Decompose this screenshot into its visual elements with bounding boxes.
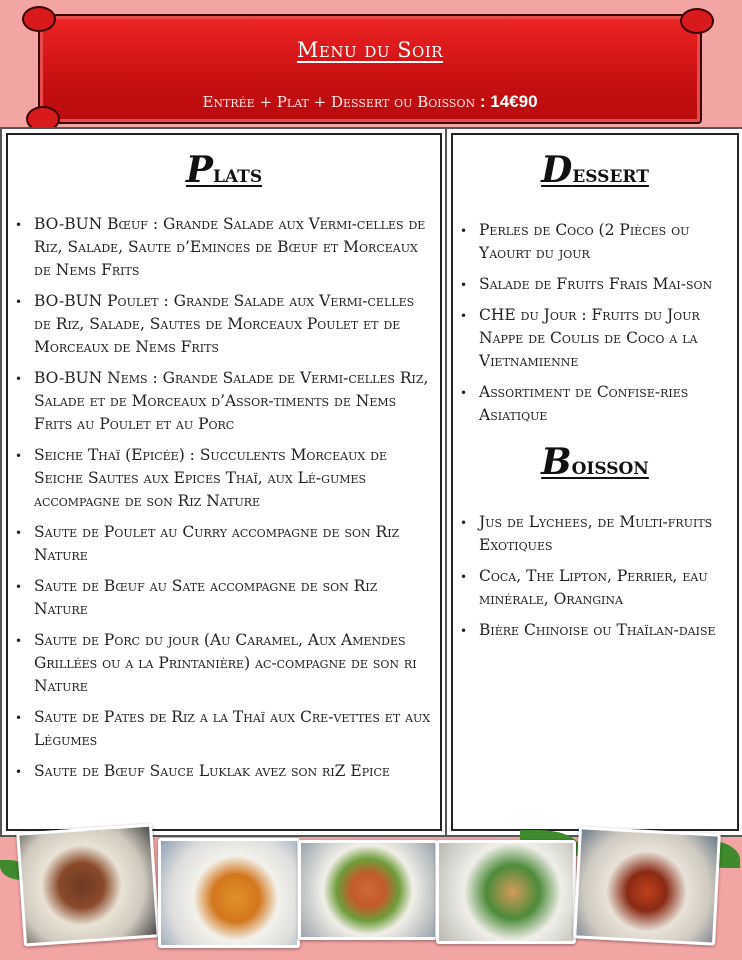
list-item: • Coca, The Lipton, Perrier, eau minérale, Orangina <box>479 565 731 611</box>
dessert-heading-rest: essert <box>572 159 649 188</box>
dessert-heading-initial: D <box>541 149 573 191</box>
boisson-heading-rest: oisson <box>571 451 649 480</box>
title-banner <box>38 14 702 124</box>
list-item: • Saute de Pates de Riz a la Thaï aux Cre-vettes et aux Légumes <box>34 706 434 752</box>
list-item: • Saute de Porc du jour (Au Caramel, Aux Amendes Grillées ou a la Printanière) ac-compagne de son ri Nature <box>34 629 434 698</box>
food-photo-curry <box>158 838 300 948</box>
formula-text: Entrée + Plat + Dessert ou Boisson <box>202 93 476 111</box>
menu-formula <box>40 92 700 112</box>
boisson-heading <box>453 441 737 483</box>
list-item: • BO-BUN Nems : Grande Salade de Vermi-celles Riz, Salade et de Morceaux d’Assor-timents de Nems Frits au Poulet et au Porc <box>34 367 434 436</box>
plats-heading-rest: lats <box>212 159 263 188</box>
list-item: • Seiche Thaï (Epicée) : Succulents Morceaux de Seiche Sautes aux Epices Thaï, aux Lé-gumes accompagne de son Riz Nature <box>34 444 434 513</box>
plats-list <box>8 213 440 783</box>
list-item: • Saute de Poulet au Curry accompagne de son Riz Nature <box>34 521 434 567</box>
list-item: • Saute de Bœuf Sauce Luklak avez son riZ Epice <box>34 760 434 783</box>
boisson-list <box>453 511 737 642</box>
menu-title: Menu du Soir <box>296 38 444 62</box>
food-photo-beef <box>16 823 160 946</box>
scroll-curl <box>22 6 56 32</box>
list-item: • Salade de Fruits Frais Mai-son <box>479 273 731 296</box>
dessert-boisson-panel <box>451 133 739 831</box>
dessert-list <box>453 219 737 427</box>
formula-price: : 14€90 <box>479 92 538 111</box>
list-item: • Jus de Lychees, de Multi-fruits Exotiques <box>479 511 731 557</box>
boisson-heading-initial: B <box>541 441 572 483</box>
scroll-curl <box>680 8 714 34</box>
plats-heading-initial: P <box>185 149 213 191</box>
list-item: • CHE du Jour : Fruits du Jour Nappe de Coulis de Coco a la Vietnamienne <box>479 304 731 373</box>
list-item: • Bière Chinoise ou Thaïlan-daise <box>479 619 731 642</box>
list-item: • Saute de Bœuf au Sate accompagne de son Riz Nature <box>34 575 434 621</box>
food-photo-spicy <box>573 826 721 945</box>
food-photo-noodles <box>298 840 438 940</box>
list-item: • Assortiment de Confise-ries Asiatique <box>479 381 731 427</box>
list-item: • BO-BUN Bœuf : Grande Salade aux Vermi-celles de Riz, Salade, Saute d’Eminces de Bœuf et Morceaux de Nems Frits <box>34 213 434 282</box>
list-item: • BO-BUN Poulet : Grande Salade aux Vermi-celles de Riz, Salade, Sautes de Morceaux Poulet et de Morceaux de Nems Frits <box>34 290 434 359</box>
list-item: • Perles de Coco (2 Pièces ou Yaourt du jour <box>479 219 731 265</box>
food-photo-strip <box>0 820 742 960</box>
dessert-heading <box>453 149 737 191</box>
food-photo-vegetables <box>436 840 576 944</box>
plats-heading <box>8 149 440 191</box>
plats-panel <box>6 133 442 831</box>
